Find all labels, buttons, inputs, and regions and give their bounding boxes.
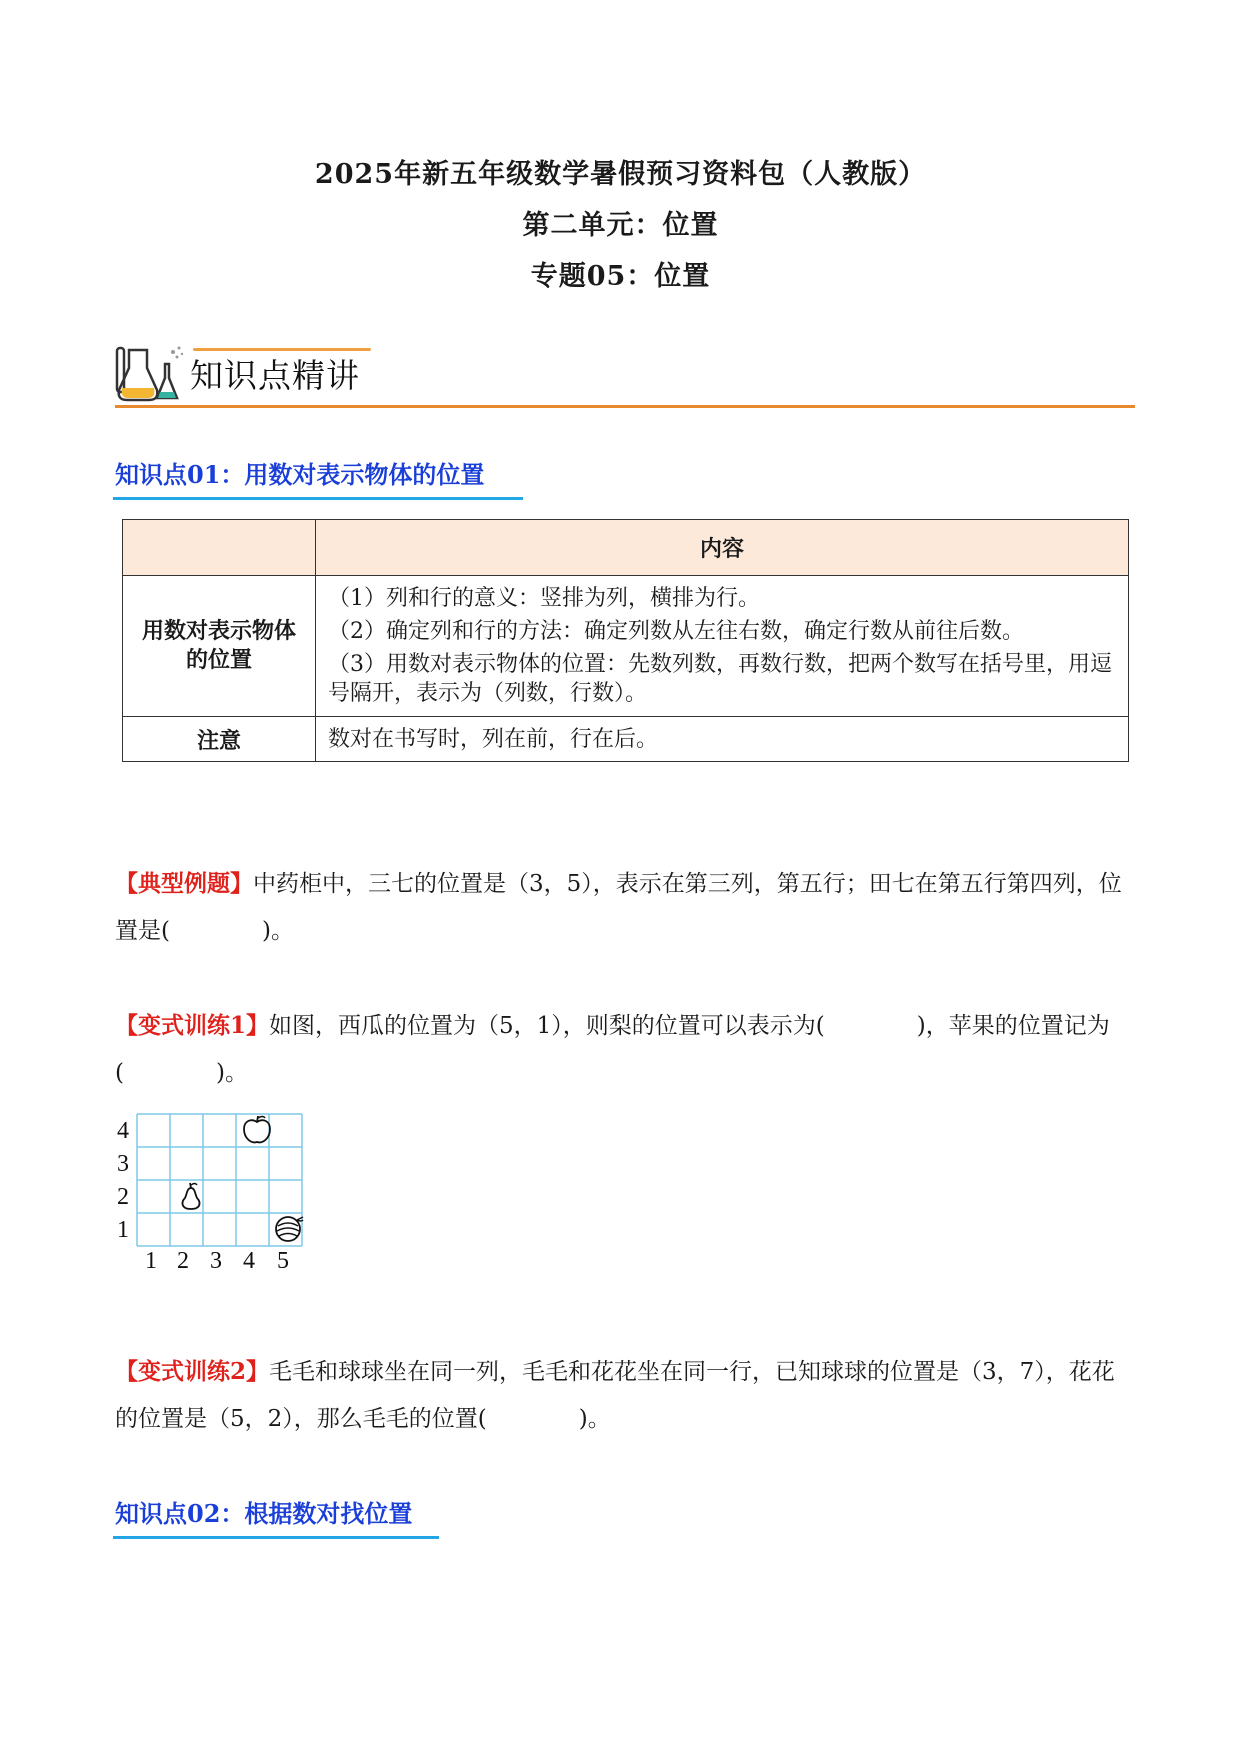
practice-2-tag: 【变式训练2】 <box>115 1358 270 1385</box>
column-label: 1 <box>145 1248 157 1274</box>
column-label: 5 <box>277 1248 289 1274</box>
knowledge-point-1-title: 知识点01：用数对表示物体的位置 <box>115 460 485 489</box>
example-question <box>115 860 1127 955</box>
column-label: 3 <box>210 1248 222 1274</box>
row-label: 3 <box>117 1151 129 1177</box>
banner-underline <box>115 405 1135 408</box>
row-label: 2 <box>117 1184 129 1210</box>
practice-2-question <box>115 1348 1127 1443</box>
practice-2-text: 毛毛和球球坐在同一列，毛毛和花花坐在同一行，已知球球的位置是（3，7），花花的位置是（5，2），那么毛毛的位置( )。 <box>115 1359 1115 1432</box>
document-title: 2025年新五年级数学暑假预习资料包（人教版） <box>314 159 927 190</box>
list-item: （3）用数对表示物体的位置：先数列数，再数行数，把两个数写在括号里，用逗号隔开，表示为（列数，行数）。 <box>328 652 1112 706</box>
apple-icon <box>244 1116 270 1142</box>
knowledge-point-2-title: 知识点02：根据数对找位置 <box>115 1499 413 1528</box>
table-row-label: 注意 <box>123 717 316 762</box>
table-row <box>123 717 1129 762</box>
chemistry-flask-icon <box>115 344 185 406</box>
knowledge-point-1-underline <box>113 497 523 500</box>
knowledge-table <box>122 519 1129 762</box>
table-row <box>123 576 1129 717</box>
practice-1-question <box>115 1002 1127 1097</box>
column-label: 2 <box>177 1248 189 1274</box>
row-label: 4 <box>117 1118 129 1144</box>
topic-title: 专题05：位置 <box>530 261 711 292</box>
table-header-content: 内容 <box>316 520 1129 576</box>
unit-title: 第二单元：位置 <box>522 210 719 241</box>
section-banner <box>115 340 1135 410</box>
table-row-content <box>316 576 1129 717</box>
grid-svg <box>135 1112 307 1248</box>
practice-1-text: 如图，西瓜的位置为（5，1），则梨的位置可以表示为( )，苹果的位置记为( )。 <box>115 1013 1110 1086</box>
row-label: 1 <box>117 1217 129 1243</box>
table-row-content: 数对在书写时，列在前，行在后。 <box>316 717 1129 762</box>
list-item: （2）确定列和行的方法：确定列数从左往右数，确定行数从前往后数。 <box>328 619 1024 644</box>
banner-title: 知识点精讲 <box>190 356 360 395</box>
knowledge-point-2-underline <box>113 1536 439 1539</box>
list-item: （1）列和行的意义：竖排为列，横排为行。 <box>328 586 760 611</box>
position-grid-figure <box>115 1108 325 1278</box>
practice-1-tag: 【变式训练1】 <box>115 1012 270 1039</box>
table-header-empty <box>123 520 316 576</box>
example-tag: 【典型例题】 <box>115 870 253 897</box>
pear-icon <box>183 1183 200 1209</box>
column-label: 4 <box>243 1248 255 1274</box>
example-text: 中药柜中，三七的位置是（3，5），表示在第三列，第五行；田七在第五行第四列，位置是( )。 <box>115 871 1122 944</box>
watermelon-icon <box>276 1217 303 1241</box>
table-header-row <box>123 520 1129 576</box>
table-row-label: 用数对表示物体的位置 <box>123 576 316 717</box>
